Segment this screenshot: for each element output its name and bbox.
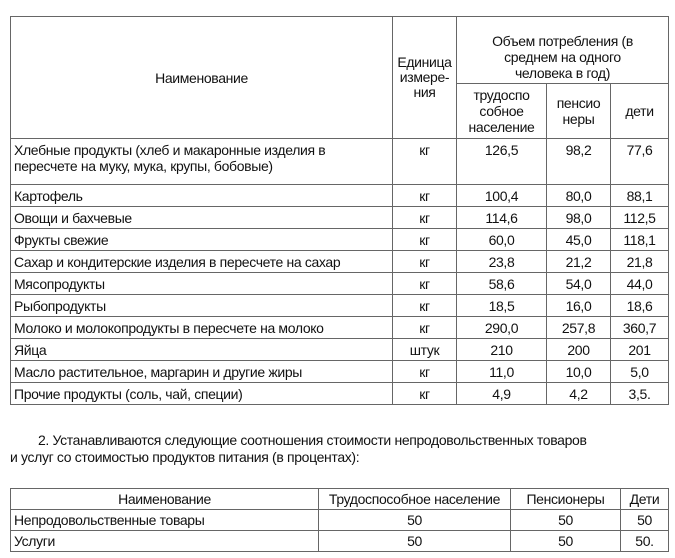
ratio-table bbox=[10, 488, 669, 552]
paragraph-2 bbox=[10, 432, 670, 466]
header-working: Трудоспособное население bbox=[319, 489, 511, 510]
cell-children: 5,0 bbox=[611, 361, 669, 383]
table-row bbox=[11, 510, 669, 531]
cell-pensioners: 98,2 bbox=[547, 139, 611, 185]
cell-working: 210 bbox=[457, 339, 547, 361]
cell-unit: кг bbox=[393, 139, 457, 185]
cell-name: Овощи и бахчевые bbox=[11, 207, 393, 229]
consumption-table bbox=[10, 16, 669, 405]
cell-working: 126,5 bbox=[457, 139, 547, 185]
cell-children: 88,1 bbox=[611, 185, 669, 207]
cell-name: Фрукты свежие bbox=[11, 229, 393, 251]
header-volume: Объем потребления (в среднем на одного человека в год) bbox=[457, 17, 669, 84]
cell-working: 290,0 bbox=[457, 317, 547, 339]
header-working: трудоспо собное население bbox=[457, 84, 547, 139]
header-name: Наименование bbox=[11, 489, 319, 510]
cell-name: Сахар и кондитерские изделия в пересчете на сахар bbox=[11, 251, 393, 273]
cell-name: Рыбопродукты bbox=[11, 295, 393, 317]
cell-unit: кг bbox=[393, 207, 457, 229]
cell-unit: кг bbox=[393, 361, 457, 383]
header-pensioners: пенсио неры bbox=[547, 84, 611, 139]
cell-pensioners: 21,2 bbox=[547, 251, 611, 273]
cell-pensioners: 50 bbox=[511, 510, 621, 531]
table-row bbox=[11, 531, 669, 552]
cell-working: 50 bbox=[319, 531, 511, 552]
header-children: дети bbox=[611, 84, 669, 139]
cell-unit: кг bbox=[393, 185, 457, 207]
cell-children: 18,6 bbox=[611, 295, 669, 317]
cell-name: Яйца bbox=[11, 339, 393, 361]
cell-working: 23,8 bbox=[457, 251, 547, 273]
cell-working: 50 bbox=[319, 510, 511, 531]
cell-unit: штук bbox=[393, 339, 457, 361]
cell-pensioners: 45,0 bbox=[547, 229, 611, 251]
cell-children: 50 bbox=[621, 510, 669, 531]
table-row bbox=[11, 339, 669, 361]
cell-name: Хлебные продукты (хлеб и макаронные изделия в пересчете на муку, мука, крупы, бобовые) bbox=[11, 139, 393, 185]
table-row bbox=[11, 361, 669, 383]
cell-name: Масло растительное, маргарин и другие жиры bbox=[11, 361, 393, 383]
cell-unit: кг bbox=[393, 317, 457, 339]
cell-unit: кг bbox=[393, 251, 457, 273]
cell-children: 3,5. bbox=[611, 383, 669, 405]
cell-working: 18,5 bbox=[457, 295, 547, 317]
cell-working: 4,9 bbox=[457, 383, 547, 405]
table-row bbox=[11, 295, 669, 317]
cell-children: 112,5 bbox=[611, 207, 669, 229]
cell-name: Услуги bbox=[11, 531, 319, 552]
header-name: Наименование bbox=[11, 17, 393, 139]
cell-pensioners: 200 bbox=[547, 339, 611, 361]
cell-pensioners: 10,0 bbox=[547, 361, 611, 383]
cell-children: 50. bbox=[621, 531, 669, 552]
header-unit: Единица измере-ния bbox=[393, 17, 457, 139]
cell-unit: кг bbox=[393, 273, 457, 295]
table-row bbox=[11, 185, 669, 207]
cell-working: 11,0 bbox=[457, 361, 547, 383]
table-row bbox=[11, 229, 669, 251]
cell-pensioners: 257,8 bbox=[547, 317, 611, 339]
header-children: Дети bbox=[621, 489, 669, 510]
cell-name: Мясопродукты bbox=[11, 273, 393, 295]
cell-name: Молоко и молокопродукты в пересчете на молоко bbox=[11, 317, 393, 339]
cell-pensioners: 16,0 bbox=[547, 295, 611, 317]
cell-pensioners: 50 bbox=[511, 531, 621, 552]
paragraph-line: и услуг со стоимостью продуктов питания (в процентах): bbox=[10, 449, 360, 465]
table-row bbox=[11, 273, 669, 295]
cell-unit: кг bbox=[393, 229, 457, 251]
cell-pensioners: 98,0 bbox=[547, 207, 611, 229]
cell-name: Непродовольственные товары bbox=[11, 510, 319, 531]
cell-working: 58,6 bbox=[457, 273, 547, 295]
cell-working: 60,0 bbox=[457, 229, 547, 251]
table-row bbox=[11, 383, 669, 405]
cell-pensioners: 80,0 bbox=[547, 185, 611, 207]
table-row bbox=[11, 139, 669, 185]
header-pensioners: Пенсионеры bbox=[511, 489, 621, 510]
paragraph-line: 2. Устанавливаются следующие соотношения стоимости непродовольственных товаров bbox=[38, 432, 587, 448]
cell-children: 201 bbox=[611, 339, 669, 361]
table-row bbox=[11, 207, 669, 229]
cell-children: 44,0 bbox=[611, 273, 669, 295]
cell-pensioners: 4,2 bbox=[547, 383, 611, 405]
cell-children: 21,8 bbox=[611, 251, 669, 273]
cell-name: Картофель bbox=[11, 185, 393, 207]
table-row bbox=[11, 251, 669, 273]
cell-working: 114,6 bbox=[457, 207, 547, 229]
cell-unit: кг bbox=[393, 383, 457, 405]
cell-children: 360,7 bbox=[611, 317, 669, 339]
cell-working: 100,4 bbox=[457, 185, 547, 207]
cell-children: 118,1 bbox=[611, 229, 669, 251]
cell-name: Прочие продукты (соль, чай, специи) bbox=[11, 383, 393, 405]
cell-pensioners: 54,0 bbox=[547, 273, 611, 295]
cell-children: 77,6 bbox=[611, 139, 669, 185]
table-row bbox=[11, 317, 669, 339]
cell-unit: кг bbox=[393, 295, 457, 317]
